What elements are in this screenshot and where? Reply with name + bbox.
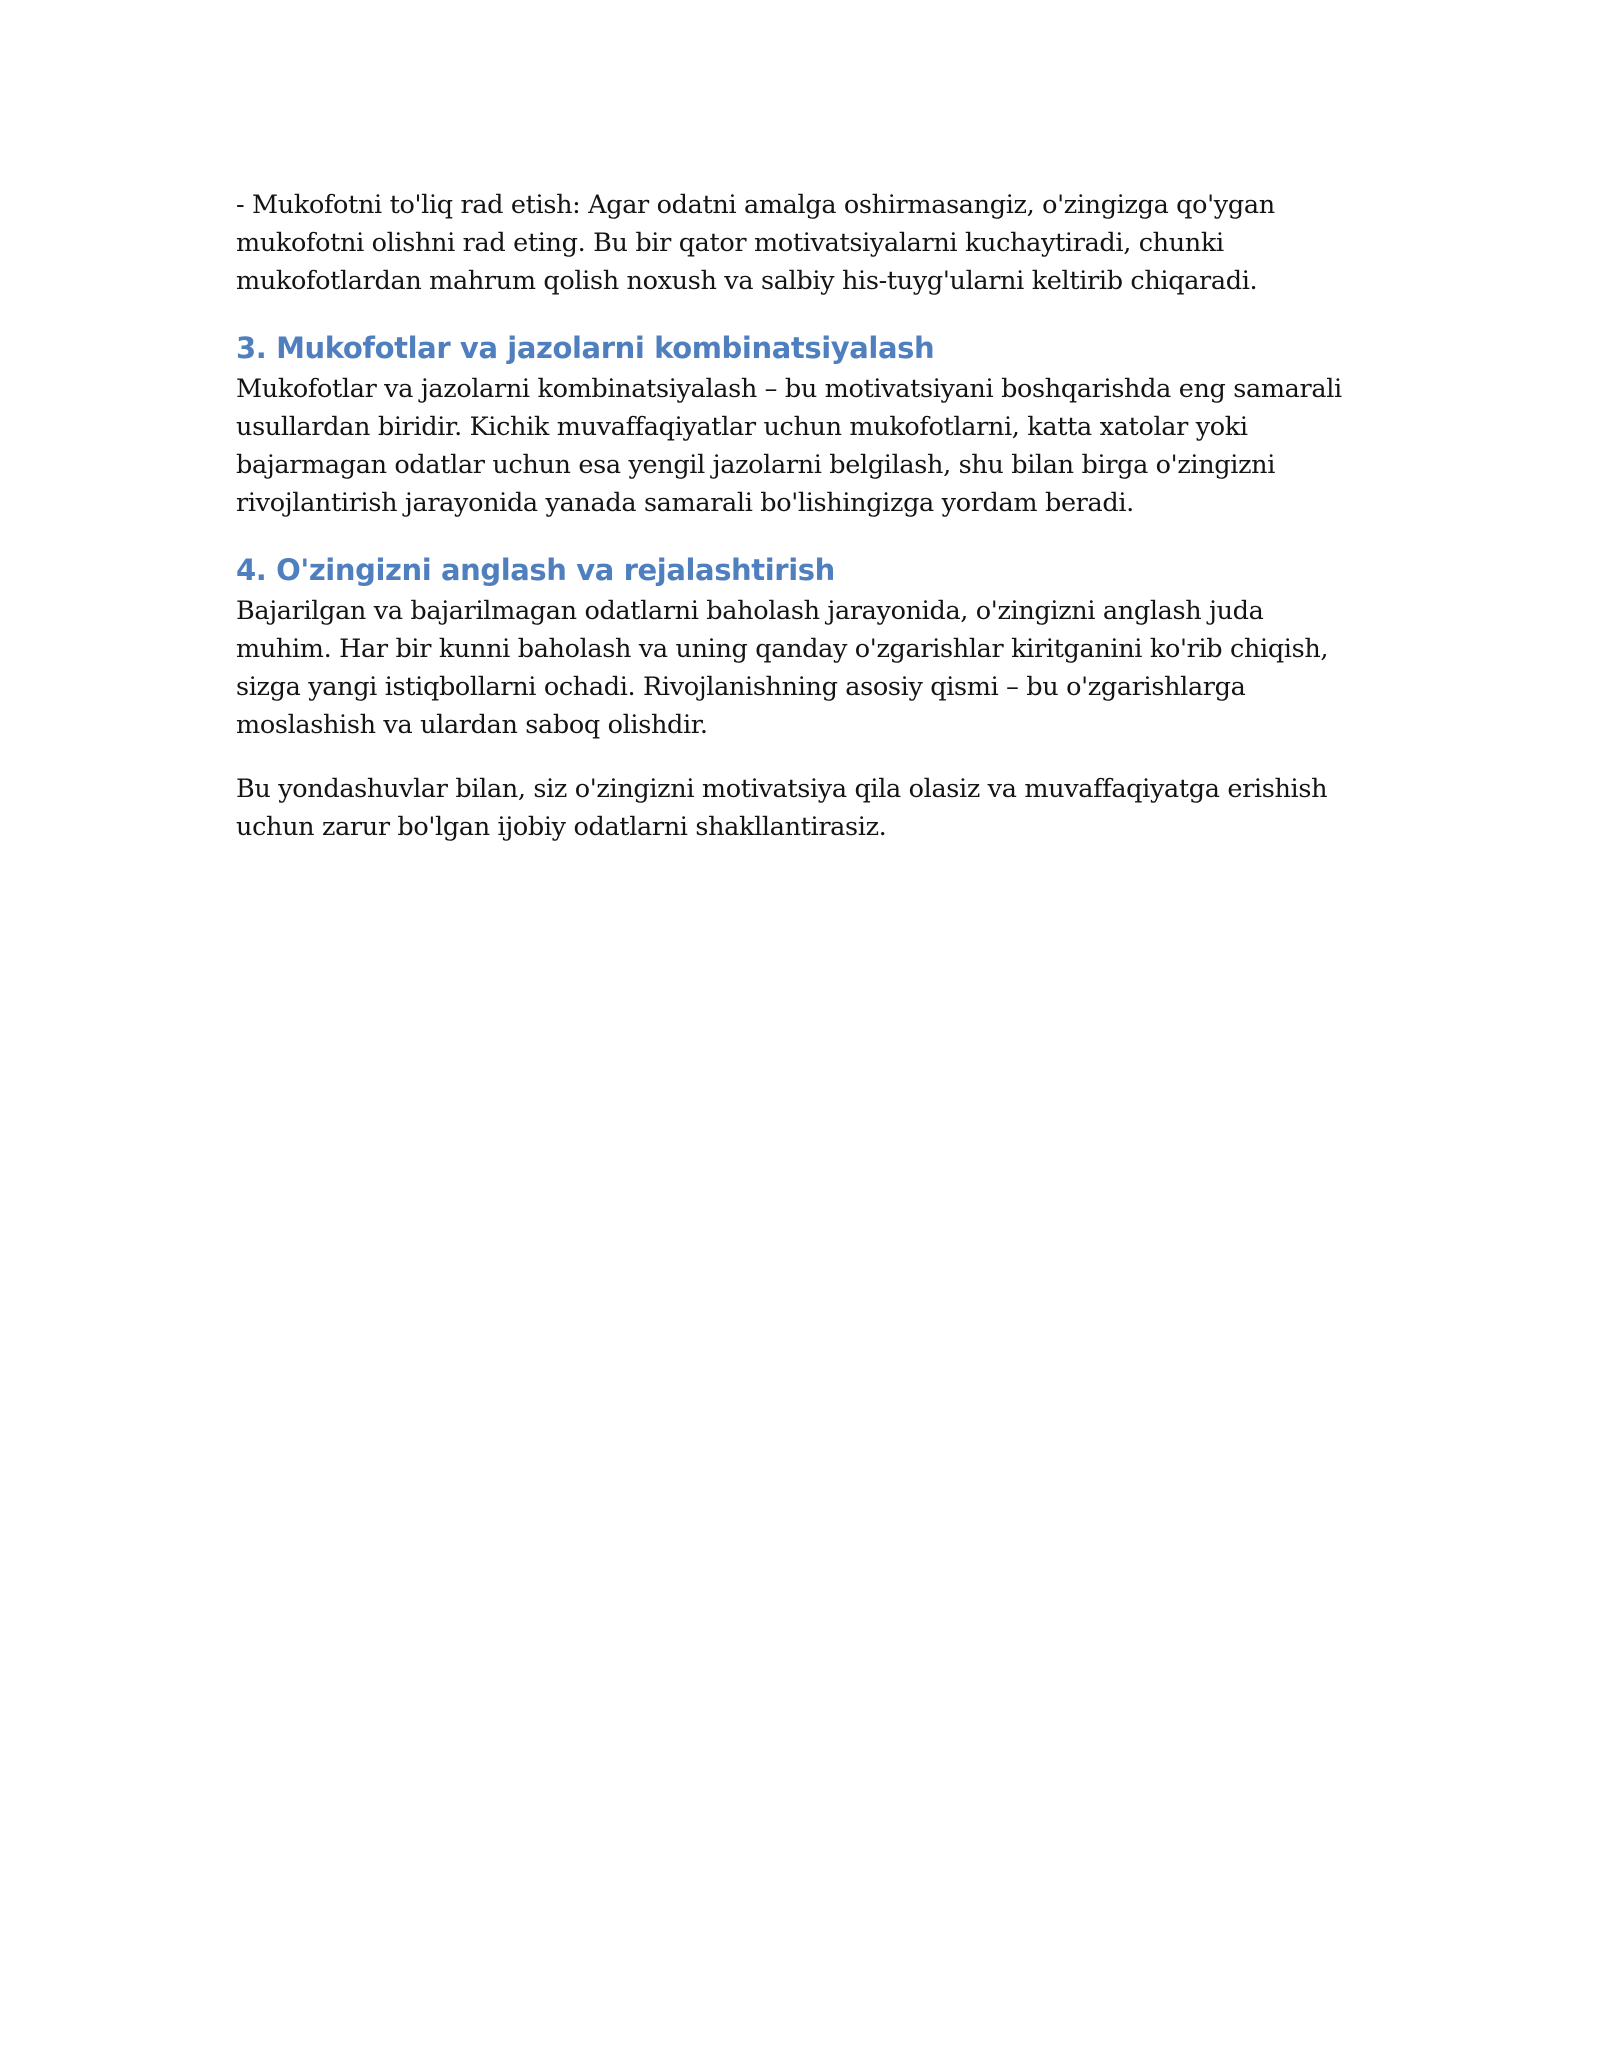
document-body: [236, 186, 1366, 846]
section-paragraph: Bajarilgan va bajarilmagan odatlarni baholash jarayonida, o'zingizni anglash juda muhim. Har bir kunni baholash va uning qanday o'zgarishlar kiritganini ko'rib chiqish, sizga yangi istiqbollarni ochadi. Rivojlanishning asosiy qismi – bu o'zgarishlarga moslashish va ulardan saboq olishdir.: [236, 596, 1329, 740]
closing-paragraph: Bu yondashuvlar bilan, siz o'zingizni motivatsiya qila olasiz va muvaffaqiyatga erishish uchun zarur bo'lgan ijobiy odatlarni shakllantirasiz.: [236, 774, 1328, 842]
section-heading: 4. O'zingizni anglash va rejalashtirish: [236, 553, 835, 587]
section-paragraph: Mukofotlar va jazolarni kombinatsiyalash – bu motivatsiyani boshqarishda eng samarali usullardan biridir. Kichik muvaffaqiyatlar uchun mukofotlarni, katta xatolar yoki bajarmagan odatlar uchun esa yengil jazolarni belgilash, shu bilan birga o'zingizni rivojlantirish jarayonida yanada samarali bo'lishingizga yordam beradi.: [236, 374, 1342, 518]
section-rewards-punishments: [236, 328, 1366, 522]
section-self-awareness: [236, 550, 1366, 744]
section-heading: 3. Mukofotlar va jazolarni kombinatsiyalash: [236, 331, 935, 365]
intro-paragraph: - Mukofotni to'liq rad etish: Agar odatni amalga oshirmasangiz, o'zingizga qo'ygan mukofotni olishni rad eting. Bu bir qator motivatsiyalarni kuchaytiradi, chunki mukofotlardan mahrum qolish noxush va salbiy his-tuyg'ularni keltirib chiqaradi.: [236, 190, 1275, 296]
